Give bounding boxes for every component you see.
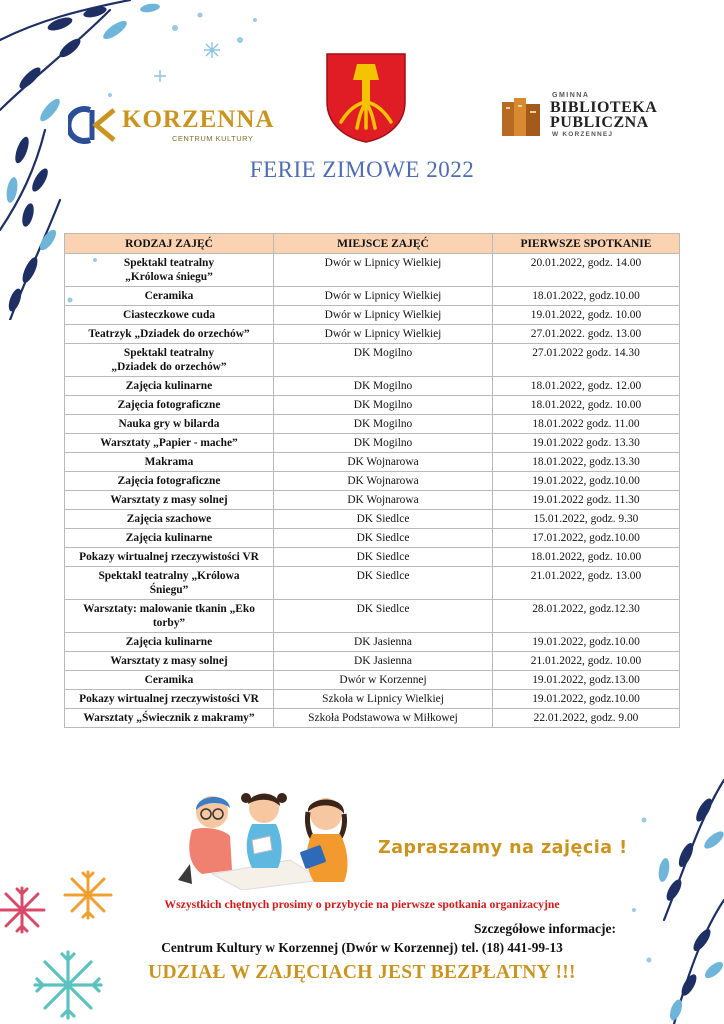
table-row: [65, 415, 680, 434]
place-cell: DK Wojnarowa: [274, 491, 493, 510]
activity-cell: Warsztaty: malowanie tkanin „Eko torby”: [65, 600, 274, 633]
library-logo-line4: W KORZENNEJ: [552, 131, 614, 138]
info-contact: Centrum Kultury w Korzennej (Dwór w Korzennej) tel. (18) 441-99-13: [161, 940, 563, 955]
activity-cell: Pokazy wirtualnej rzeczywistości VR: [65, 690, 274, 709]
activity-cell: Spektakl teatralny „Królowa Śniegu”: [65, 567, 274, 600]
table-row: [65, 344, 680, 377]
column-header-place: MIEJSCE ZAJĘĆ: [274, 234, 493, 254]
table-row: [65, 567, 680, 600]
activity-cell: Ceramika: [65, 671, 274, 690]
table-row: [65, 491, 680, 510]
page-title: FERIE ZIMOWE 2022: [249, 157, 475, 182]
activity-cell: Zajęcia fotograficzne: [65, 472, 274, 491]
place-cell: DK Siedlce: [274, 567, 493, 600]
first-meeting-cell: 19.01.2022, godz.10.00: [493, 690, 680, 709]
crest-icon: [325, 52, 407, 144]
korzenna-brand-subtitle: CENTRUM KULTURY: [172, 134, 254, 143]
table-row: [65, 453, 680, 472]
library-logo-line1: GMINNA: [552, 92, 590, 99]
first-meeting-cell: 18.01.2022, godz. 12.00: [493, 377, 680, 396]
table-row: [65, 510, 680, 529]
invite-text: Zapraszamy na zajęcia !: [378, 838, 628, 858]
table-header-row: [65, 234, 680, 254]
table-row: [65, 254, 680, 287]
place-cell: DK Mogilno: [274, 415, 493, 434]
table-row: [65, 472, 680, 491]
table-row: [65, 690, 680, 709]
first-meeting-cell: 28.01.2022, godz.12.30: [493, 600, 680, 633]
activity-cell: Warsztaty z masy solnej: [65, 491, 274, 510]
place-cell: Szkoła w Lipnicy Wielkiej: [274, 690, 493, 709]
table-row: [65, 287, 680, 306]
place-cell: Szkoła Podstawowa w Miłkowej: [274, 709, 493, 728]
table-row: [65, 548, 680, 567]
activity-cell: Warsztaty „Papier - mache”: [65, 434, 274, 453]
table-row: [65, 709, 680, 728]
first-meeting-cell: 18.01.2022, godz.10.00: [493, 287, 680, 306]
activity-cell: Nauka gry w bilarda: [65, 415, 274, 434]
activity-cell: Spektakl teatralny „Królowa śniegu”: [65, 254, 274, 287]
first-meeting-cell: 19.01.2022 godz. 11.30: [493, 491, 680, 510]
table-row: [65, 652, 680, 671]
table-row: [65, 600, 680, 633]
place-cell: DK Mogilno: [274, 344, 493, 377]
table-row: [65, 325, 680, 344]
table-row: [65, 529, 680, 548]
first-meeting-cell: 19.01.2022, godz.10.00: [493, 472, 680, 491]
table-row: [65, 434, 680, 453]
notice-text: Wszystkich chętnych prosimy o przybycie na pierwsze spotkania organizacyjne: [164, 898, 560, 911]
activity-cell: Makrama: [65, 453, 274, 472]
korzenna-logo-icon: [68, 106, 118, 144]
place-cell: DK Siedlce: [274, 600, 493, 633]
table-row: [65, 671, 680, 690]
column-header-activity: RODZAJ ZAJĘĆ: [65, 234, 274, 254]
first-meeting-cell: 27.01.2022. godz. 13.00: [493, 325, 680, 344]
place-cell: Dwór w Korzennej: [274, 671, 493, 690]
activity-cell: Ceramika: [65, 287, 274, 306]
place-cell: DK Mogilno: [274, 434, 493, 453]
activity-cell: Zajęcia fotograficzne: [65, 396, 274, 415]
first-meeting-cell: 15.01.2022, godz. 9.30: [493, 510, 680, 529]
activity-cell: Warsztaty „Świecznik z makramy”: [65, 709, 274, 728]
place-cell: Dwór w Lipnicy Wielkiej: [274, 287, 493, 306]
place-cell: Dwór w Lipnicy Wielkiej: [274, 306, 493, 325]
first-meeting-cell: 18.01.2022, godz. 10.00: [493, 548, 680, 567]
first-meeting-cell: 21.01.2022, godz. 10.00: [493, 652, 680, 671]
activity-cell: Zajęcia kulinarne: [65, 633, 274, 652]
first-meeting-cell: 21.01.2022, godz. 13.00: [493, 567, 680, 600]
first-meeting-cell: 18.01.2022 godz. 11.00: [493, 415, 680, 434]
place-cell: DK Wojnarowa: [274, 453, 493, 472]
library-logo-line3: PUBLICZNA: [550, 114, 649, 131]
activity-cell: Zajęcia kulinarne: [65, 377, 274, 396]
activity-cell: Teatrzyk „Dziadek do orzechów”: [65, 325, 274, 344]
place-cell: DK Siedlce: [274, 529, 493, 548]
place-cell: DK Mogilno: [274, 377, 493, 396]
children-reading-illustration: [172, 790, 362, 890]
schedule-table-body: [65, 254, 680, 728]
free-participation-text: UDZIAŁ W ZAJĘCIACH JEST BEZPŁATNY !!!: [148, 962, 576, 983]
table-row: [65, 306, 680, 325]
first-meeting-cell: 18.01.2022, godz. 10.00: [493, 396, 680, 415]
library-logo: [498, 90, 668, 140]
activity-cell: Zajęcia szachowe: [65, 510, 274, 529]
winter-branch-decoration-bottom-right: [604, 760, 724, 1024]
table-row: [65, 396, 680, 415]
first-meeting-cell: 22.01.2022, godz. 9.00: [493, 709, 680, 728]
place-cell: DK Wojnarowa: [274, 472, 493, 491]
table-row: [65, 377, 680, 396]
first-meeting-cell: 19.01.2022 godz. 13.30: [493, 434, 680, 453]
activity-cell: Zajęcia kulinarne: [65, 529, 274, 548]
place-cell: Dwór w Lipnicy Wielkiej: [274, 254, 493, 287]
column-header-first-meeting: PIERWSZE SPOTKANIE: [493, 234, 680, 254]
books-icon: [498, 92, 546, 140]
activity-cell: Spektakl teatralny „Dziadek do orzechów”: [65, 344, 274, 377]
place-cell: DK Siedlce: [274, 548, 493, 567]
table-row: [65, 633, 680, 652]
first-meeting-cell: 19.01.2022, godz.13.00: [493, 671, 680, 690]
place-cell: DK Jasienna: [274, 633, 493, 652]
first-meeting-cell: 20.01.2022, godz. 14.00: [493, 254, 680, 287]
activity-cell: Ciasteczkowe cuda: [65, 306, 274, 325]
activity-cell: Pokazy wirtualnej rzeczywistości VR: [65, 548, 274, 567]
place-cell: DK Mogilno: [274, 396, 493, 415]
place-cell: Dwór w Lipnicy Wielkiej: [274, 325, 493, 344]
first-meeting-cell: 19.01.2022, godz.10.00: [493, 633, 680, 652]
info-label: Szczegółowe informacje:: [473, 921, 616, 936]
korzenna-brand-text: KORZENNA: [122, 106, 275, 133]
library-logo-line2: BIBLIOTEKA: [550, 99, 658, 116]
first-meeting-cell: 19.01.2022, godz. 10.00: [493, 306, 680, 325]
first-meeting-cell: 17.01.2022, godz.10.00: [493, 529, 680, 548]
first-meeting-cell: 18.01.2022, godz.13.30: [493, 453, 680, 472]
place-cell: DK Siedlce: [274, 510, 493, 529]
korzenna-logo: [68, 104, 275, 148]
activity-cell: Warsztaty z masy solnej: [65, 652, 274, 671]
place-cell: DK Jasienna: [274, 652, 493, 671]
schedule-table: [64, 233, 680, 728]
first-meeting-cell: 27.01.2022 godz. 14.30: [493, 344, 680, 377]
